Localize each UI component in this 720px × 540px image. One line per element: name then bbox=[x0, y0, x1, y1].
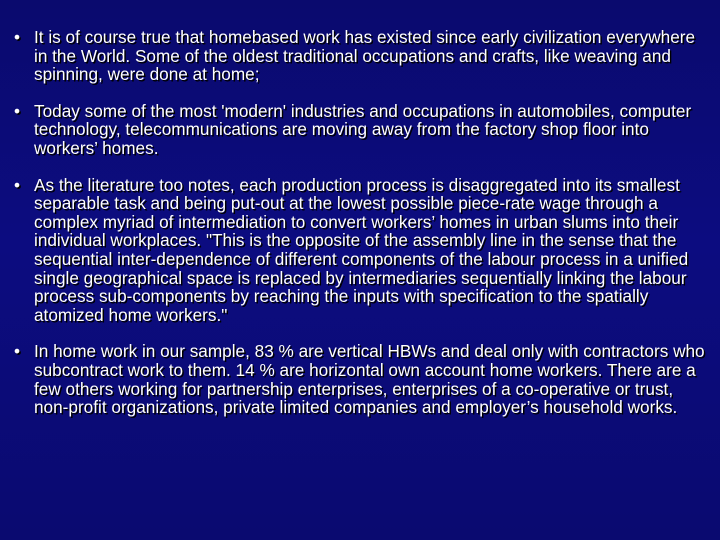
bullet-dot-icon: • bbox=[14, 100, 21, 121]
bullet-text-1: It is of course true that homebased work has existed since early civilization everywhere in the World. Some of the oldest traditional occupations and crafts, like weaving and spinning, were done at home; bbox=[34, 27, 696, 85]
bullet-dot-icon: • bbox=[14, 27, 21, 47]
bullet-text-2: Today some of the most 'modern' industries and occupations in automobiles, computer technology, telecommunications are moving away from the factory shop floor into workers’ homes. bbox=[34, 100, 692, 158]
bullet-item-2 bbox=[10, 102, 706, 158]
bullet-item-4 bbox=[10, 342, 706, 416]
bullet-list bbox=[10, 28, 706, 417]
bullet-text-3: As the literature too notes, each production process is disaggregated into its smallest separable task and being put-out at the lowest possible piece-rate wage through a complex myriad of intermediation to convert workers’ homes in urban slums into their individual workplaces. "This is the opposite of the assembly line in the sense that the sequential inter-dependence of different components of the labour process in a unified single geographical space is replaced by intermediaries sequentially linking the labour process sub-components by reaching the inputs with specification to the spatially atomized home workers." bbox=[34, 174, 689, 325]
bullet-dot-icon: • bbox=[14, 174, 21, 195]
bullet-item-1 bbox=[10, 28, 706, 84]
bullet-dot-icon: • bbox=[14, 341, 21, 362]
bullet-text-4: In home work in our sample, 83 % are vertical HBWs and deal only with contractors who subcontract work to them. 14 % are horizontal own account home workers. There are a few others working for partnership enterprises, enterprises of a co-operative or trust, non-profit organizations, private limited companies and employer’s household works. bbox=[34, 341, 705, 418]
bullet-item-3 bbox=[10, 176, 706, 325]
